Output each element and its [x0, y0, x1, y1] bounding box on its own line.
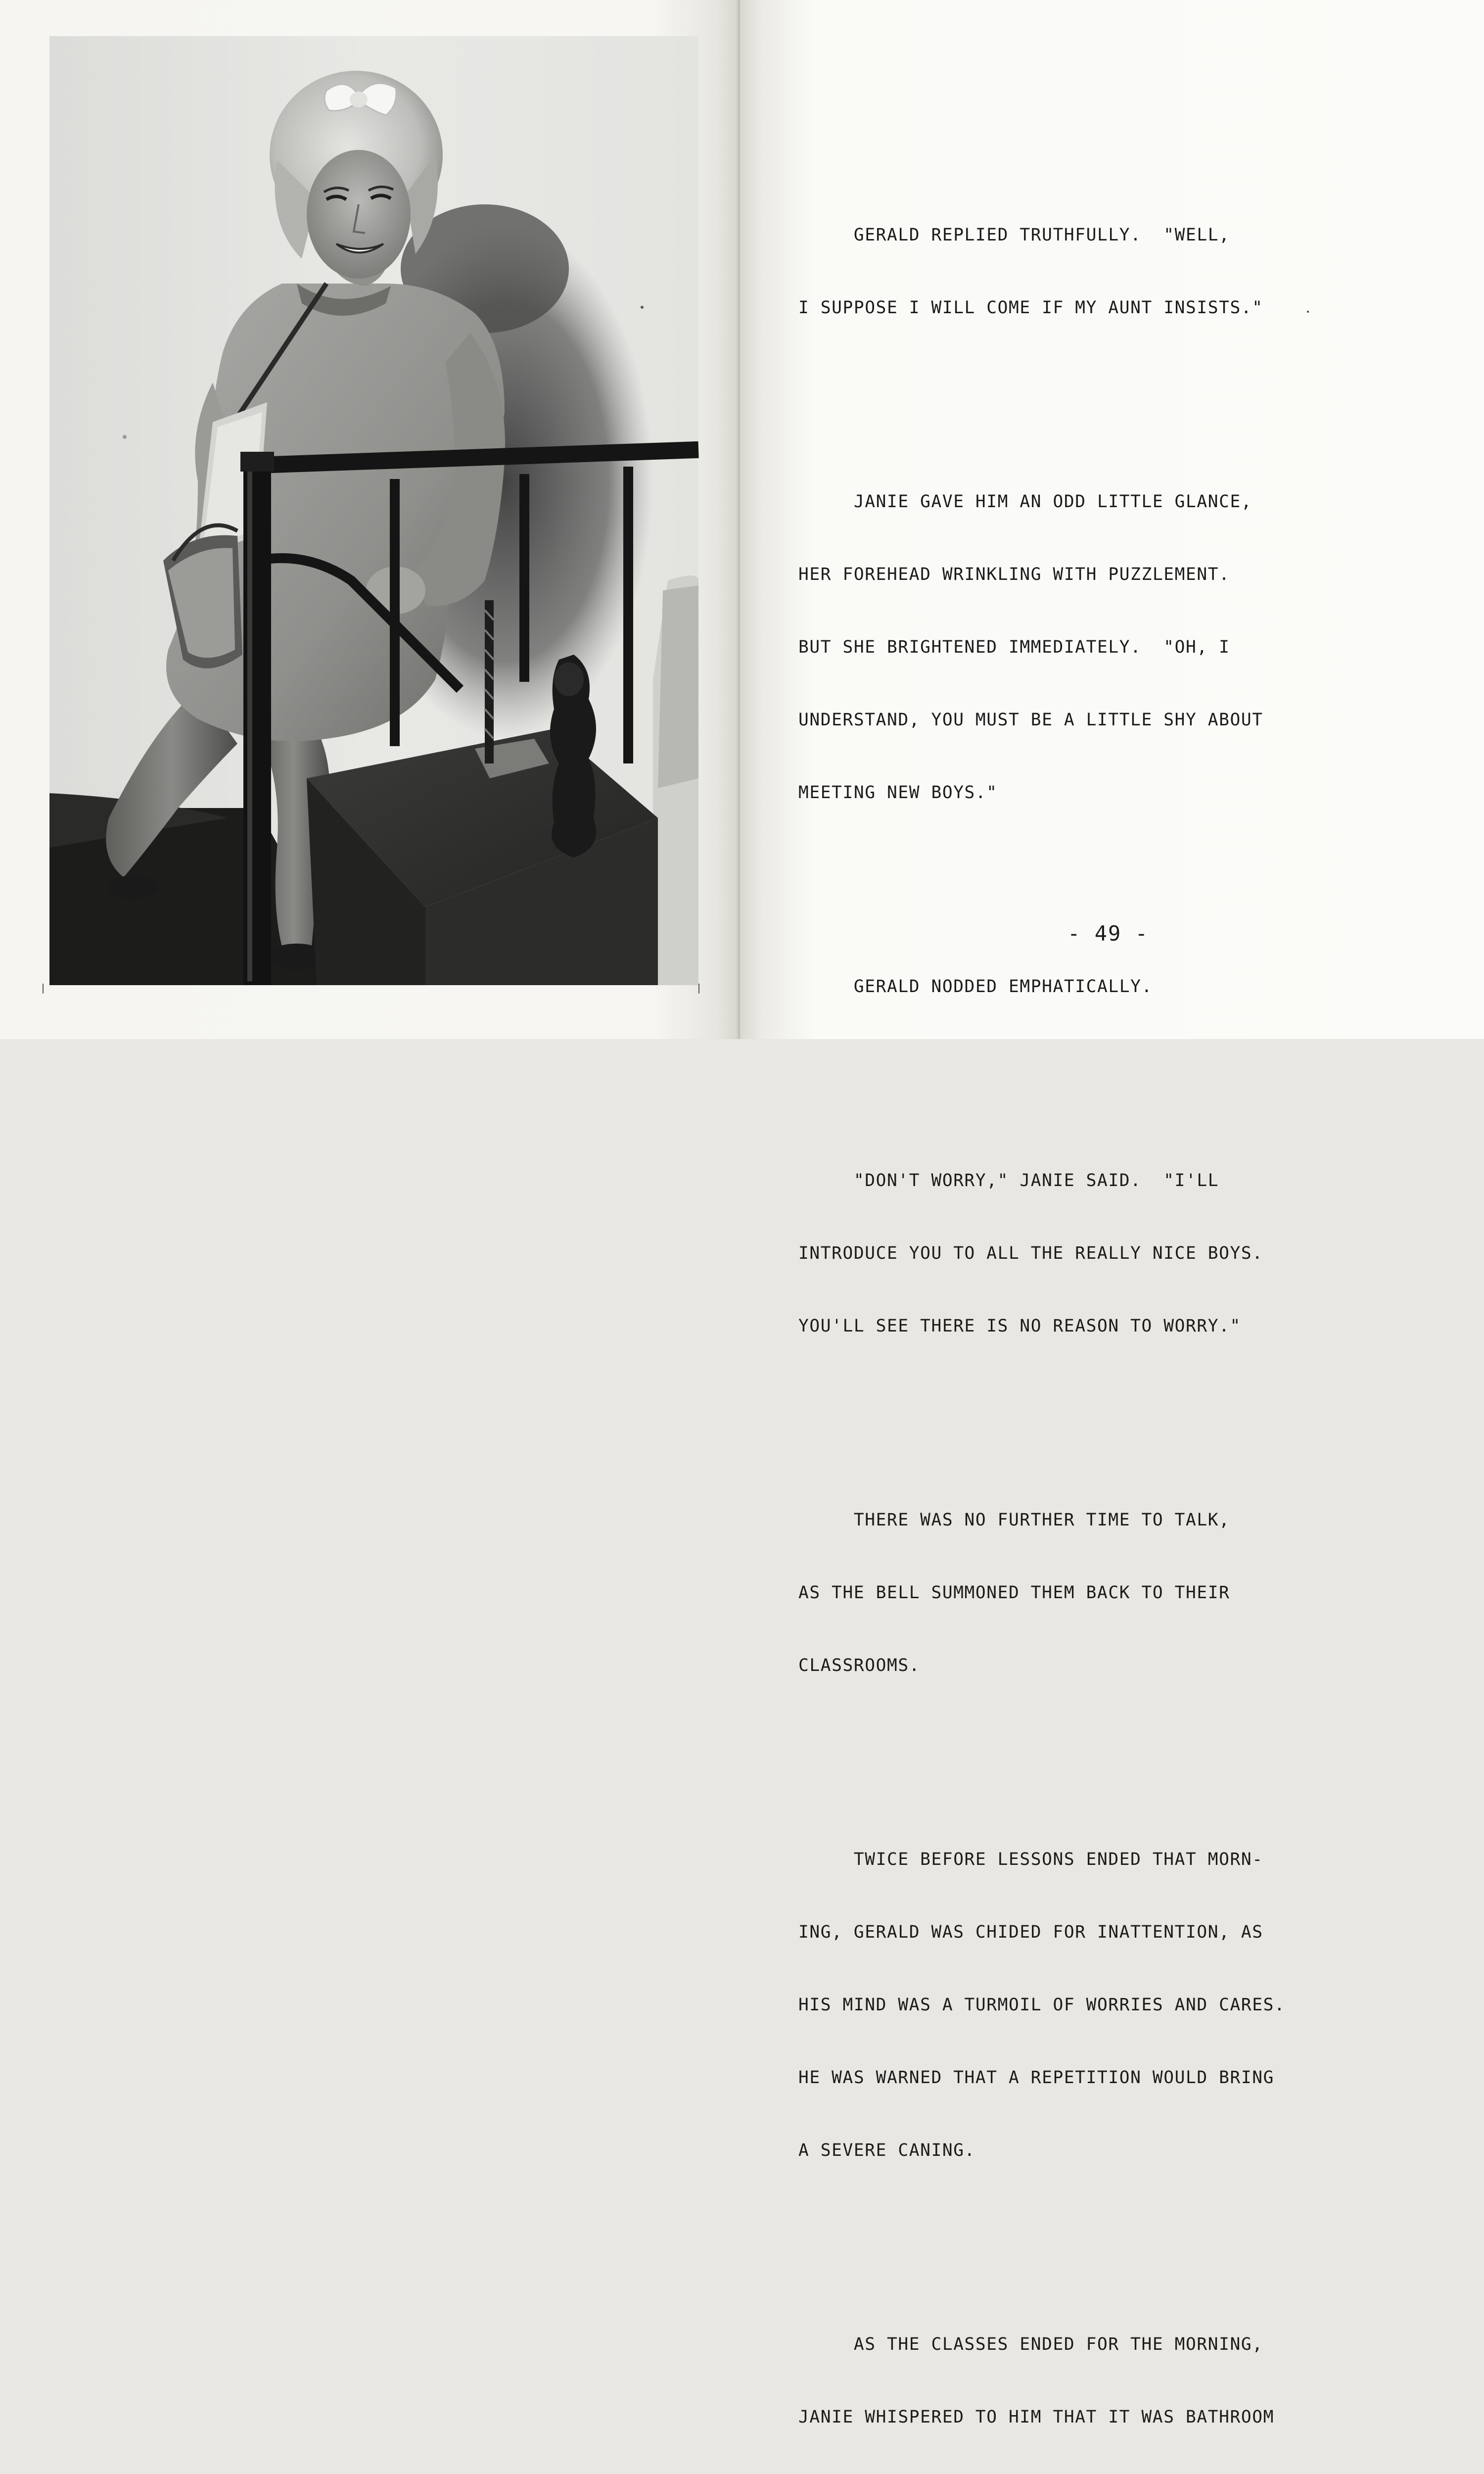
photograph-illustration [49, 36, 698, 985]
text-line: AS THE CLASSES ENDED FOR THE MORNING, [798, 2334, 1263, 2354]
paragraph [798, 1799, 1451, 2211]
page-number: - 49 - [1067, 921, 1149, 946]
text-line: GERALD NODDED EMPHATICALLY. [798, 977, 1153, 997]
left-page [0, 0, 740, 1039]
crop-mark [698, 984, 699, 994]
paragraph [798, 441, 1451, 854]
text-line: THERE WAS NO FURTHER TIME TO TALK, [798, 1510, 1230, 1530]
text-line: INTRODUCE YOU TO ALL THE REALLY NICE BOYS. [798, 1243, 1263, 1263]
typescript-body [798, 126, 1451, 2474]
text-line: MEETING NEW BOYS." [798, 783, 998, 803]
paragraph [798, 2284, 1451, 2474]
ink-speck [1307, 311, 1309, 313]
text-line: CLASSROOMS. [798, 1656, 921, 1675]
text-line: "DON'T WORRY," JANIE SAID. "I'LL [798, 1171, 1219, 1190]
text-line: HER FOREHEAD WRINKLING WITH PUZZLEMENT. [798, 565, 1230, 584]
crop-mark [43, 984, 44, 994]
text-line: GERALD REPLIED TRUTHFULLY. "WELL, [798, 225, 1230, 245]
text-line: BUT SHE BRIGHTENED IMMEDIATELY. "OH, I [798, 637, 1230, 657]
text-line: JANIE GAVE HIM AN ODD LITTLE GLANCE, [798, 492, 1252, 512]
paragraph [798, 175, 1451, 369]
text-line: UNDERSTAND, YOU MUST BE A LITTLE SHY ABOUT [798, 710, 1263, 730]
text-line: HE WAS WARNED THAT A REPETITION WOULD BRING [798, 2068, 1274, 2088]
text-line: I SUPPOSE I WILL COME IF MY AUNT INSISTS." [798, 298, 1263, 318]
text-line: TWICE BEFORE LESSONS ENDED THAT MORN- [798, 1850, 1263, 1869]
text-line: YOU'LL SEE THERE IS NO REASON TO WORRY." [798, 1316, 1241, 1336]
text-line: ING, GERALD WAS CHIDED FOR INATTENTION, AS [798, 1922, 1263, 1942]
text-line: AS THE BELL SUMMONED THEM BACK TO THEIR [798, 1583, 1230, 1603]
text-line: A SEVERE CANING. [798, 2141, 975, 2160]
text-line: HIS MIND WAS A TURMOIL OF WORRIES AND CARES. [798, 1995, 1286, 2015]
paragraph [798, 1460, 1451, 1726]
paragraph [798, 1120, 1451, 1387]
text-line: JANIE WHISPERED TO HIM THAT IT WAS BATHROOM [798, 2407, 1274, 2427]
photograph [49, 36, 698, 985]
